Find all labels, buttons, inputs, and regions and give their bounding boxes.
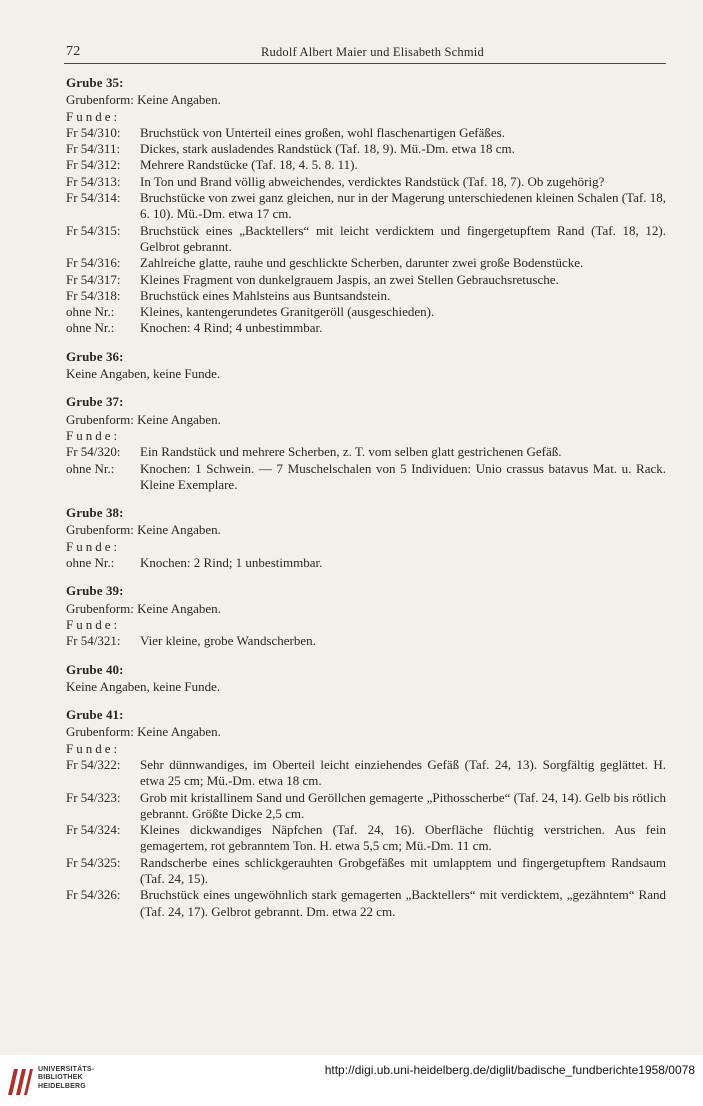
entry-label: Fr 54/325: — [66, 854, 121, 870]
find-entry — [66, 444, 666, 460]
section-heading: Grube 37: — [66, 394, 124, 410]
section-paragraph: Grubenform: Keine Angaben. — [66, 92, 221, 108]
entry-text: Mehrere Randstücke (Taf. 18, 4. 5. 8. 11). — [140, 157, 358, 173]
funde-label: Funde: — [66, 538, 121, 554]
library-logo-text — [38, 1066, 94, 1091]
entry-text: Bruchstück eines ungewöhnlich stark gemagerten „Backtellers“ mit verdicktem, „gezähntem“ Rand (Taf. 24, 17). Gelbrot gebrannt. Dm. etwa 22 cm. — [140, 887, 666, 919]
funde-label: Funde: — [66, 740, 121, 756]
find-entry — [66, 272, 666, 288]
find-entry — [66, 855, 666, 888]
entry-label: Fr 54/317: — [66, 271, 121, 287]
find-entry — [66, 822, 666, 855]
entry-text: Bruchstück eines Mahlsteins aus Buntsandstein. — [140, 287, 391, 303]
entry-text: In Ton und Brand völlig abweichendes, verdicktes Randstück (Taf. 18, 7). Ob zugehörig? — [140, 173, 605, 189]
entry-text: Sehr dünnwandiges, im Oberteil leicht einziehendes Gefäß (Taf. 24, 13). Sorgfältig geglättet. H. etwa 25 cm; Mü.-Dm. etwa 18 cm. — [140, 756, 666, 789]
section-paragraph: Grubenform: Keine Angaben. — [66, 724, 221, 740]
section-paragraph: Grubenform: Keine Angaben. — [66, 600, 221, 616]
entry-label: Fr 54/311: — [66, 141, 121, 157]
find-entry — [66, 320, 666, 336]
entry-text: Ein Randstück und mehrere Scherben, z. T. vom selben glatt gestrichenen Gefäß. — [140, 444, 562, 460]
logo-line: UNIVERSITÄTS- — [38, 1066, 95, 1073]
find-entry — [66, 633, 666, 649]
funde-label: Funde: — [66, 427, 121, 443]
entry-text: Kleines dickwandiges Näpfchen (Taf. 24, 16). Oberfläche flüchtig verstrichen. Aus fein gemagertem, rot gebranntem Ton. H. etwa 5,5 cm; Mü.-Dm. 11 cm. — [140, 822, 666, 854]
section-paragraph: Grubenform: Keine Angaben. — [66, 411, 221, 427]
entry-label: Fr 54/326: — [66, 887, 121, 903]
section-heading: Grube 40: — [66, 661, 124, 677]
entry-label: Fr 54/313: — [66, 173, 121, 189]
find-entry — [66, 790, 666, 823]
entry-label: Fr 54/324: — [66, 822, 121, 838]
entry-text: Bruchstück eines „Backtellers“ mit leicht verdicktem und fingergetupftem Rand (Taf. 18, 12). Gelbrot gebrannt. — [140, 222, 666, 254]
find-entry — [66, 141, 666, 157]
funde-label: Funde: — [66, 108, 121, 124]
entry-label: Fr 54/315: — [66, 222, 121, 238]
find-entry — [66, 757, 666, 790]
section-heading: Grube 35: — [66, 75, 124, 90]
grube-section — [66, 662, 666, 696]
entry-label: ohne Nr.: — [66, 460, 115, 476]
grube-section — [66, 505, 666, 571]
entry-text: Kleines, kantengerundetes Granitgeröll (ausgeschieden). — [140, 304, 435, 320]
find-entry — [66, 125, 666, 141]
find-entry — [66, 304, 666, 320]
grube-section — [66, 75, 666, 337]
section-paragraph: Keine Angaben, keine Funde. — [66, 678, 221, 694]
entry-text: Zahlreiche glatte, rauhe und geschlickte Scherben, darunter zwei große Bodenstücke. — [140, 255, 584, 271]
entry-label: Fr 54/316: — [66, 255, 121, 271]
find-entry — [66, 887, 666, 920]
entry-text: Bruchstücke von zwei ganz gleichen, nur in der Magerung unterschiedenen kleinen Schalen (Taf. 18, 6. 10). Mü.-Dm. etwa 17 cm. — [140, 190, 666, 222]
entry-label: Fr 54/314: — [66, 190, 121, 206]
section-paragraph: Grubenform: Keine Angaben. — [66, 522, 221, 538]
section-paragraph: Keine Angaben, keine Funde. — [66, 366, 221, 382]
entry-label: Fr 54/320: — [66, 444, 121, 460]
entry-label: Fr 54/322: — [66, 756, 121, 772]
entry-label: Fr 54/310: — [66, 124, 121, 140]
running-header — [66, 40, 666, 62]
page-number: 72 — [66, 44, 81, 59]
find-entry — [66, 157, 666, 173]
entry-label: Fr 54/323: — [66, 789, 121, 805]
entry-label: Fr 54/318: — [66, 287, 121, 303]
entry-text: Bruchstück von Unterteil eines großen, wohl flaschenartigen Gefäßes. — [140, 124, 505, 140]
entry-text: Kleines Fragment von dunkelgrauem Jaspis, an zwei Stellen Gebrauchsretusche. — [140, 271, 559, 287]
section-heading: Grube 41: — [66, 707, 124, 723]
section-heading: Grube 39: — [66, 583, 124, 599]
entry-text: Vier kleine, grobe Wandscherben. — [140, 633, 316, 649]
library-logo-icon — [6, 1065, 34, 1097]
running-title: Rudolf Albert Maier und Elisabeth Schmid — [261, 45, 484, 59]
section-heading: Grube 38: — [66, 505, 124, 521]
find-entry — [66, 461, 666, 494]
entry-label: ohne Nr.: — [66, 320, 115, 336]
footer-bar — [0, 1055, 703, 1106]
logo-line: HEIDELBERG — [38, 1082, 86, 1090]
entry-label: ohne Nr.: — [66, 555, 115, 571]
entry-label: ohne Nr.: — [66, 304, 115, 320]
entry-text: Grob mit kristallinem Sand und Geröllchen gemagerte „Pithosscherbe“ (Taf. 24, 14). Gelb bis rötlich gebrannt. Größte Dicke 2,5 cm. — [140, 789, 666, 821]
find-entry — [66, 255, 666, 271]
grube-section — [66, 707, 666, 920]
find-entry — [66, 174, 666, 190]
find-entry — [66, 223, 666, 256]
find-entry — [66, 288, 666, 304]
grube-section — [66, 394, 666, 493]
source-url-link[interactable]: http://digi.ub.uni-heidelberg.de/diglit/badische_fundberichte1958/0078 — [324, 1063, 695, 1077]
logo-line: BIBLIOTHEK — [38, 1074, 83, 1082]
entry-text: Knochen: 2 Rind; 1 unbestimmbar. — [140, 555, 323, 571]
entry-label: Fr 54/321: — [66, 633, 121, 649]
grube-section — [66, 583, 666, 649]
library-logo[interactable] — [6, 1063, 106, 1099]
section-heading: Grube 36: — [66, 348, 124, 364]
entry-label: Fr 54/312: — [66, 157, 121, 173]
entry-text: Knochen: 1 Schwein. — 7 Muschelschalen von 5 Individuen: Unio crassus batavus Mat. u. Rack. Kleine Exemplare. — [140, 460, 666, 492]
entry-text: Randscherbe eines schlickgerauhten Grobgefäßes mit umlapptem und fingergetupftem Randsaum (Taf. 24, 15). — [140, 854, 666, 887]
find-entry — [66, 555, 666, 571]
grube-section — [66, 349, 666, 383]
find-entry — [66, 190, 666, 223]
funde-label: Funde: — [66, 616, 121, 632]
entry-text: Dickes, stark ausladendes Randstück (Taf. 18, 9). Mü.-Dm. etwa 18 cm. — [140, 141, 515, 157]
header-rule — [64, 63, 666, 64]
entry-text: Knochen: 4 Rind; 4 unbestimmbar. — [140, 320, 323, 336]
page-body — [66, 72, 666, 920]
